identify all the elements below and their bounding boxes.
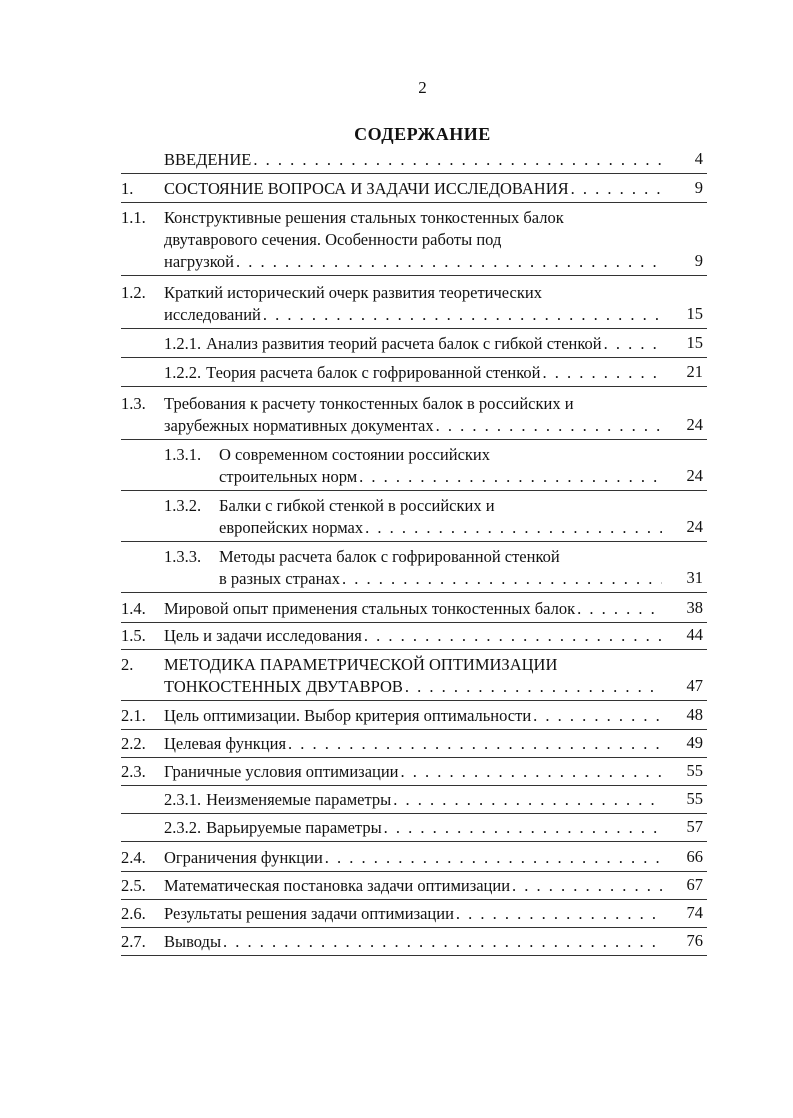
toc-entry-number: 2.6.	[121, 904, 146, 923]
toc-dot-leader	[223, 931, 662, 953]
toc-entry-number: 2.7.	[121, 932, 146, 951]
page-number: 2	[418, 78, 427, 97]
toc-entry-line: Конструктивные решения стальных тонкостенных балок	[164, 208, 564, 227]
toc-entry-line: Анализ развития теорий расчета балок с гибкой стенкой	[206, 334, 602, 353]
toc-entry-line: О современном состоянии российских	[219, 445, 490, 464]
toc-entry-text	[164, 149, 662, 171]
toc-entry-line: Варьируемые параметры	[206, 818, 382, 837]
toc-entry-line: ВВЕДЕНИЕ	[164, 150, 252, 169]
toc-entry-text	[164, 546, 662, 590]
toc-dot-leader	[342, 568, 662, 590]
toc-page-number: 47	[686, 676, 703, 695]
toc-entry-text	[164, 931, 662, 953]
toc-subentry-number: 1.3.2.	[164, 496, 202, 515]
toc-page-number: 4	[694, 149, 703, 168]
toc-entry-line: Граничные условия оптимизации	[164, 762, 399, 781]
toc-page-number: 66	[686, 847, 703, 866]
toc-page-number: 24	[686, 466, 703, 485]
toc-entry-line: Выводы	[164, 932, 222, 951]
toc-subentry-number: 1.2.2.	[164, 363, 202, 382]
toc-entry[interactable]	[121, 903, 707, 928]
toc-entry-number: 1.2.	[121, 283, 146, 302]
toc-entry[interactable]	[121, 847, 707, 872]
toc-entry-text	[164, 393, 662, 437]
toc-page-number: 9	[694, 251, 703, 270]
toc-entry-number: 1.1.	[121, 208, 146, 227]
toc-dot-leader	[604, 333, 662, 355]
toc-entry-number: 2.3.	[121, 762, 146, 781]
toc-entry-line: Математическая постановка задачи оптимизации	[164, 876, 511, 895]
toc-entry-text	[164, 847, 662, 869]
toc-entry-line: зарубежных нормативных документах	[164, 416, 434, 435]
toc-entry[interactable]	[121, 333, 707, 358]
toc-dot-leader	[393, 789, 662, 811]
toc-entry-text	[164, 207, 662, 273]
toc-entry[interactable]	[121, 875, 707, 900]
toc-entry[interactable]	[121, 789, 707, 814]
toc-dot-leader	[253, 149, 662, 171]
toc-entry-text	[164, 733, 662, 755]
toc-subentry-number: 2.3.1.	[164, 790, 202, 809]
toc-dot-leader	[288, 733, 662, 755]
toc-entry[interactable]	[121, 495, 707, 542]
toc-entry-line: Цель и задачи исследования	[164, 626, 362, 645]
toc-entry-number: 1.5.	[121, 626, 146, 645]
toc-dot-leader	[401, 761, 662, 783]
toc-entry[interactable]	[121, 733, 707, 758]
toc-entry-text	[164, 705, 662, 727]
toc-entry[interactable]	[121, 654, 707, 701]
toc-subentry-number: 1.3.1.	[164, 445, 202, 464]
toc-page-number: 49	[686, 733, 703, 752]
toc-entry-line: Балки с гибкой стенкой в российских и	[219, 496, 495, 515]
toc-page-number: 67	[686, 875, 703, 894]
toc-entry[interactable]	[121, 393, 707, 440]
toc-entry-line: Требования к расчету тонкостенных балок в российских и	[164, 394, 574, 413]
toc-page-number: 15	[686, 304, 703, 323]
toc-page-number: 9	[694, 178, 703, 197]
toc-entry-text	[164, 625, 662, 647]
toc-subentry-number: 2.3.2.	[164, 818, 202, 837]
toc-dot-leader	[436, 415, 662, 437]
toc-dot-leader	[359, 466, 662, 488]
toc-page-number: 24	[686, 517, 703, 536]
toc-entry-number: 2.	[121, 655, 134, 674]
toc-entry-number: 1.3.	[121, 394, 146, 413]
toc-page-number: 31	[686, 568, 703, 587]
toc-entry[interactable]	[121, 207, 707, 276]
toc-subentry-number: 1.2.1.	[164, 334, 202, 353]
toc-entry-text	[164, 875, 662, 897]
toc-entry-line: европейских нормах	[219, 518, 364, 537]
toc-entry-text	[164, 903, 662, 925]
toc-entry-text	[164, 362, 662, 384]
toc-entry-number: 2.2.	[121, 734, 146, 753]
toc-entry-line: двутаврового сечения. Особенности работы под	[164, 230, 502, 249]
toc-dot-leader	[236, 251, 662, 273]
toc-page-number: 48	[686, 705, 703, 724]
toc-entry-number: 2.1.	[121, 706, 146, 725]
toc-entry-text	[164, 817, 662, 839]
toc-entry-line: Неизменяемые параметры	[206, 790, 392, 809]
toc-entry-text	[164, 761, 662, 783]
toc-entry-line: Краткий исторический очерк развития теоретических	[164, 283, 542, 302]
toc-title: СОДЕРЖАНИЕ	[354, 124, 491, 144]
toc-page-number: 74	[686, 903, 703, 922]
toc-page-number: 76	[686, 931, 703, 950]
toc-entry-line: ТОНКОСТЕННЫХ ДВУТАВРОВ	[164, 677, 403, 696]
toc-page-number: 55	[686, 761, 703, 780]
toc-dot-leader	[533, 705, 662, 727]
toc-entry-line: исследований	[164, 305, 261, 324]
toc-entry-line: Результаты решения задачи оптимизации	[164, 904, 454, 923]
toc-entry[interactable]	[121, 598, 707, 623]
toc-entry[interactable]	[121, 444, 707, 491]
toc-dot-leader	[577, 598, 662, 620]
toc-entry[interactable]	[121, 546, 707, 593]
toc-entry-text	[164, 282, 662, 326]
toc-dot-leader	[365, 517, 662, 539]
toc-page-number: 55	[686, 789, 703, 808]
toc-page-number: 15	[686, 333, 703, 352]
toc-dot-leader	[571, 178, 662, 200]
toc-entry-number: 1.4.	[121, 599, 146, 618]
toc-page-number: 57	[686, 817, 703, 836]
toc-entry-line: строительных норм	[219, 467, 358, 486]
toc-entry-line: в разных странах	[219, 569, 341, 588]
toc-entry-line: Теория расчета балок с гофрированной стенкой	[206, 363, 541, 382]
toc-dot-leader	[364, 625, 662, 647]
toc-entry-number: 2.5.	[121, 876, 146, 895]
toc-dot-leader	[384, 817, 662, 839]
toc-entry-line: Мировой опыт применения стальных тонкостенных балок	[164, 599, 576, 618]
toc-subentry-number: 1.3.3.	[164, 547, 202, 566]
toc-dot-leader	[263, 304, 662, 326]
toc-entry-line: Цель оптимизации. Выбор критерия оптимальности	[164, 706, 532, 725]
toc-entry-line: Ограничения функции	[164, 848, 323, 867]
toc-entry[interactable]	[121, 817, 707, 842]
toc-entry-text	[164, 444, 662, 488]
toc-entry-text	[164, 654, 662, 698]
toc-entry[interactable]	[121, 931, 707, 956]
toc-entry-line: МЕТОДИКА ПАРАМЕТРИЧЕСКОЙ ОПТИМИЗАЦИИ	[164, 655, 558, 674]
toc-page-number: 21	[686, 362, 703, 381]
toc-entry[interactable]	[121, 705, 707, 730]
toc-entry-text	[164, 789, 662, 811]
toc-entry-line: Целевая функция	[164, 734, 287, 753]
toc-entry-text	[164, 495, 662, 539]
toc-dot-leader	[405, 676, 662, 698]
toc-entry-line: нагрузкой	[164, 252, 234, 271]
toc-entry[interactable]	[121, 761, 707, 786]
toc-entry[interactable]	[121, 178, 707, 203]
toc-entry[interactable]	[121, 362, 707, 387]
toc-entry-line: Методы расчета балок с гофрированной стенкой	[219, 547, 560, 566]
toc-dot-leader	[543, 362, 662, 384]
toc-page-number: 38	[686, 598, 703, 617]
toc-entry[interactable]	[121, 149, 707, 174]
toc-entry-text	[164, 178, 662, 200]
toc-entry-line: СОСТОЯНИЕ ВОПРОСА И ЗАДАЧИ ИССЛЕДОВАНИЯ	[164, 179, 569, 198]
toc-page-number: 44	[686, 625, 703, 644]
toc-entry-number: 1.	[121, 179, 134, 198]
toc-entry-number: 2.4.	[121, 848, 146, 867]
toc-dot-leader	[325, 847, 662, 869]
toc-entry[interactable]	[121, 625, 707, 650]
table-of-contents	[121, 146, 707, 958]
toc-page-number: 24	[686, 415, 703, 434]
toc-entry[interactable]	[121, 282, 707, 329]
toc-entry-text	[164, 333, 662, 355]
toc-dot-leader	[456, 903, 662, 925]
toc-dot-leader	[512, 875, 662, 897]
toc-entry-text	[164, 598, 662, 620]
